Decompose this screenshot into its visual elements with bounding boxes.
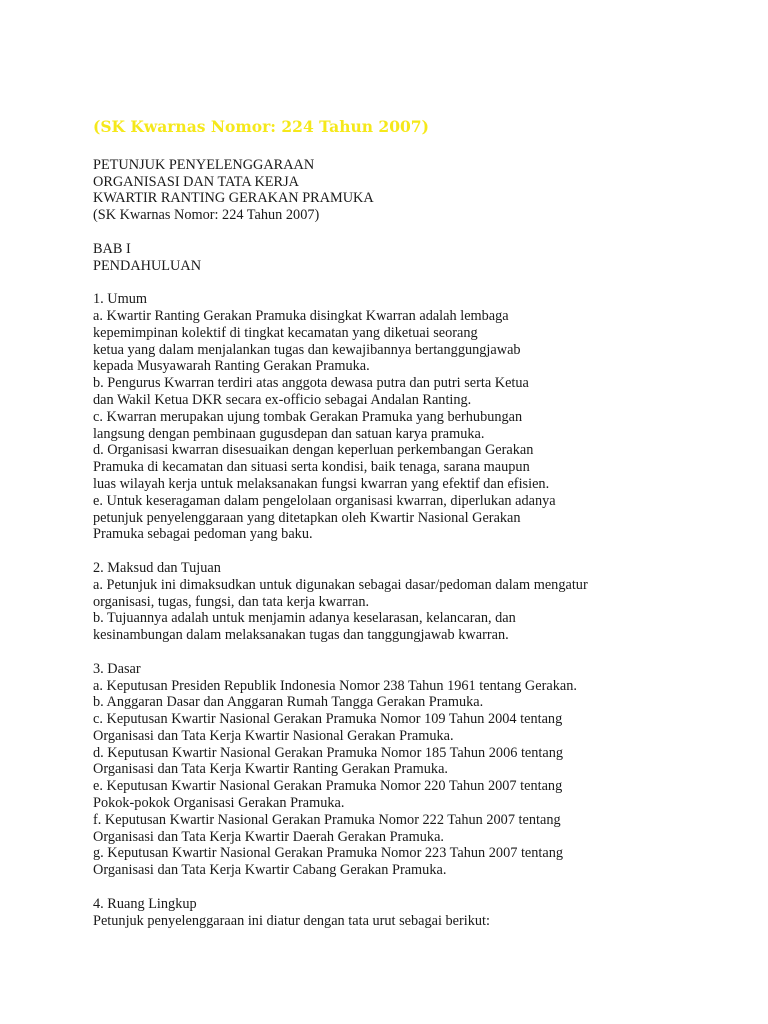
text-line: Organisasi dan Tata Kerja Kwartir Cabang Gerakan Pramuka. xyxy=(93,862,447,879)
document-body xyxy=(93,140,753,929)
blank-line xyxy=(93,543,753,560)
blank-line xyxy=(93,879,753,896)
text-line: Pokok-pokok Organisasi Gerakan Pramuka. xyxy=(93,795,345,812)
text-line: b. Tujuannya adalah untuk menjamin adanya keselarasan, kelancaran, dan xyxy=(93,610,516,627)
blank-line xyxy=(93,644,753,661)
text-line: c. Keputusan Kwartir Nasional Gerakan Pramuka Nomor 109 Tahun 2004 tentang xyxy=(93,711,563,728)
text-line: a. Petunjuk ini dimaksudkan untuk digunakan sebagai dasar/pedoman dalam mengatur xyxy=(93,576,588,593)
text-line: KWARTIR RANTING GERAKAN PRAMUKA xyxy=(93,190,374,207)
text-line: c. Kwarran merupakan ujung tombak Gerakan Pramuka yang berhubungan xyxy=(93,408,523,425)
text-line: a. Keputusan Presiden Republik Indonesia Nomor 238 Tahun 1961 tentang Gerakan. xyxy=(93,677,577,694)
text-line: ketua yang dalam menjalankan tugas dan kewajibannya bertanggungjawab xyxy=(93,341,521,358)
text-line: Petunjuk penyelenggaraan ini diatur dengan tata urut sebagai berikut: xyxy=(93,912,491,929)
text-line: Pramuka sebagai pedoman yang baku. xyxy=(93,526,313,543)
text-line: 1. Umum xyxy=(93,291,148,308)
text-line: Pramuka di kecamatan dan situasi serta kondisi, baik tenaga, sarana maupun xyxy=(93,459,530,476)
text-line: organisasi, tugas, fungsi, dan tata kerja kwarran. xyxy=(93,593,370,610)
blank-line xyxy=(93,224,753,241)
text-line: e. Untuk keseragaman dalam pengelolaan organisasi kwarran, diperlukan adanya xyxy=(93,492,556,509)
text-line: petunjuk penyelenggaraan yang ditetapkan oleh Kwartir Nasional Gerakan xyxy=(93,509,521,526)
text-line: b. Pengurus Kwarran terdiri atas anggota dewasa putra dan putri serta Ketua xyxy=(93,375,529,392)
text-line: (SK Kwarnas Nomor: 224 Tahun 2007) xyxy=(93,207,320,224)
text-line: kepada Musyawarah Ranting Gerakan Pramuka. xyxy=(93,358,370,375)
text-line: ORGANISASI DAN TATA KERJA xyxy=(93,173,299,190)
text-line: PETUNJUK PENYELENGGARAAN xyxy=(93,156,315,173)
text-line: d. Keputusan Kwartir Nasional Gerakan Pramuka Nomor 185 Tahun 2006 tentang xyxy=(93,744,564,761)
text-line: Organisasi dan Tata Kerja Kwartir Daerah Gerakan Pramuka. xyxy=(93,828,444,845)
text-line: luas wilayah kerja untuk melaksanakan fungsi kwarran yang efektif dan efisien. xyxy=(93,475,550,492)
text-line: kesinambungan dalam melaksanakan tugas dan tanggungjawab kwarran. xyxy=(93,627,509,644)
text-line: a. Kwartir Ranting Gerakan Pramuka disingkat Kwarran adalah lembaga xyxy=(93,307,509,324)
document-page xyxy=(93,114,753,929)
text-line: Organisasi dan Tata Kerja Kwartir Nasional Gerakan Pramuka. xyxy=(93,727,454,744)
text-line: d. Organisasi kwarran disesuaikan dengan keperluan perkembangan Gerakan xyxy=(93,442,534,459)
text-line: g. Keputusan Kwartir Nasional Gerakan Pramuka Nomor 223 Tahun 2007 tentang xyxy=(93,845,564,862)
text-line: f. Keputusan Kwartir Nasional Gerakan Pramuka Nomor 222 Tahun 2007 tentang xyxy=(93,811,561,828)
text-line: 3. Dasar xyxy=(93,660,141,677)
text-line: langsung dengan pembinaan gugusdepan dan satuan karya pramuka. xyxy=(93,425,485,442)
text-line: 4. Ruang Lingkup xyxy=(93,895,197,912)
text-line: BAB I xyxy=(93,240,131,257)
text-line: e. Keputusan Kwartir Nasional Gerakan Pramuka Nomor 220 Tahun 2007 tentang xyxy=(93,778,563,795)
text-line: 2. Maksud dan Tujuan xyxy=(93,559,221,576)
text-line: Organisasi dan Tata Kerja Kwartir Ranting Gerakan Pramuka. xyxy=(93,761,448,778)
text-line: PENDAHULUAN xyxy=(93,257,202,274)
text-line: dan Wakil Ketua DKR secara ex-officio sebagai Andalan Ranting. xyxy=(93,391,472,408)
text-line: b. Anggaran Dasar dan Anggaran Rumah Tangga Gerakan Pramuka. xyxy=(93,694,484,711)
document-heading: (SK Kwarnas Nomor: 224 Tahun 2007) xyxy=(93,117,429,136)
text-line: kepemimpinan kolektif di tingkat kecamatan yang diketuai seorang xyxy=(93,324,478,341)
blank-line xyxy=(93,140,753,157)
blank-line xyxy=(93,274,753,291)
